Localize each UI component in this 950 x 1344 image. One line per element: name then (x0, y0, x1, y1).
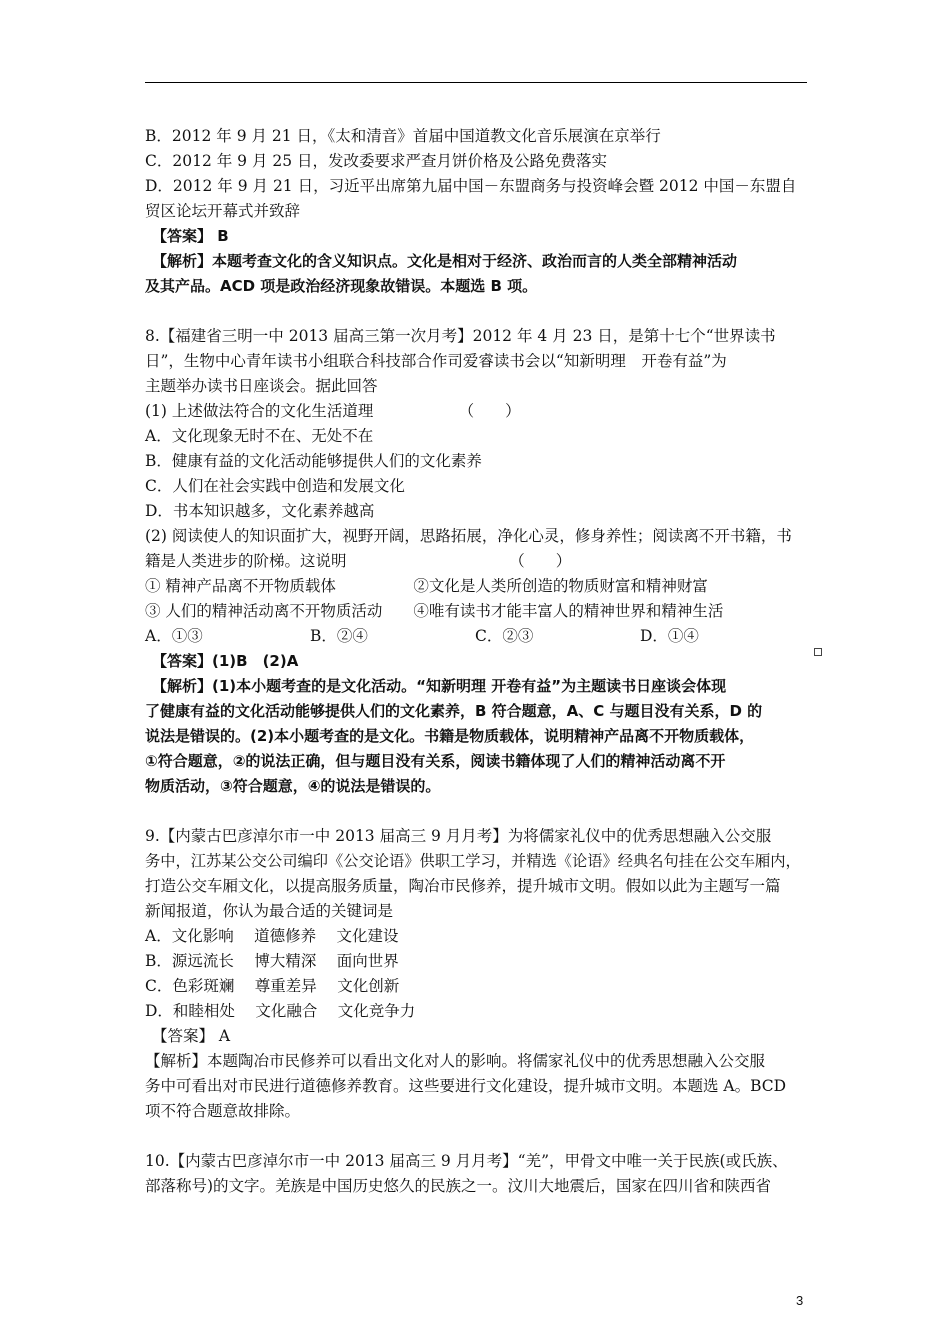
analysis-line: 务中可看出对市民进行道德修养教育。这些要进行文化建设，提升城市文明。本题选 A。BCD (145, 1077, 787, 1095)
answer-line: 【答案】(1)B (2)A (152, 652, 299, 670)
option-line: A．文化现象无时不在、无处不在 (145, 427, 374, 445)
analysis-line: 物质活动，③符合题意，④的说法是错误的。 (145, 777, 441, 795)
question-line: 打造公交车厢文化，以提高服务质量，陶冶市民修养，提升城市文明。假如以此为主题写一篇 (145, 877, 781, 895)
question-line: 日”，生物中心青年读书小组联合科技部合作司爱睿读书会以“知新明理 开卷有益”为 (145, 352, 727, 370)
question-line: 部落称号)的文字。羌族是中国历史悠久的民族之一。汶川大地震后，国家在四川省和陕西省 (145, 1177, 772, 1195)
question-line: 新闻报道，你认为最合适的关键词是 (145, 902, 394, 920)
page-number: 3 (796, 1293, 804, 1308)
analysis-line: 【解析】本题陶冶市民修养可以看出文化对人的影响。将儒家礼仪中的优秀思想融入公交服 (145, 1052, 766, 1070)
analysis-line: 【解析】(1)本小题考查的是文化活动。“知新明理 开卷有益”为主题读书日座谈会体现 (152, 677, 727, 695)
choice-d: D．①④ (640, 627, 699, 645)
small-square-mark (814, 648, 822, 656)
text-line: D．2012 年 9 月 21 日，习近平出席第九届中国－东盟商务与投资峰会暨 2012 中国－东盟自 (145, 177, 797, 195)
option-line: ③ 人们的精神活动离不开物质活动 ④唯有读书才能丰富人的精神世界和精神生活 (145, 602, 724, 620)
text-line: 贸区论坛开幕式并致辞 (145, 202, 301, 220)
answer-line: 【答案】 B (152, 227, 229, 245)
choice-c: C．②③ (475, 627, 534, 645)
question-line: 8.【福建省三明一中 2013 届高三第一次月考】2012 年 4 月 23 日，是第十七个“世界读书 (145, 327, 776, 345)
option-line: C．色彩斑斓 尊重差异 文化创新 (145, 977, 400, 995)
question-line: 主题举办读书日座谈会。据此回答 (145, 377, 378, 395)
choice-a: A．①③ (145, 627, 203, 645)
analysis-line: 了健康有益的文化活动能够提供人们的文化素养，B 符合题意，A、C 与题目没有关系，D 的 (145, 702, 763, 720)
analysis-line: 及其产品。ACD 项是政治经济现象故错误。本题选 B 项。 (145, 277, 538, 295)
question-line: 10.【内蒙古巴彦淖尔市一中 2013 届高三 9 月月考】“羌”，甲骨文中唯一关于民族(或氏族、 (145, 1152, 788, 1170)
question-line: 务中，江苏某公交公司编印《公交论语》供职工学习，并精选《论语》经典名句挂在公交车厢内， (145, 852, 801, 870)
option-line: D．书本知识越多，文化素养越高 (145, 502, 375, 520)
option-line: D．和睦相处 文化融合 文化竞争力 (145, 1002, 416, 1020)
option-line: A．文化影响 道德修养 文化建设 (145, 927, 399, 945)
option-line: C．人们在社会实践中创造和发展文化 (145, 477, 405, 495)
text-line: B．2012 年 9 月 21 日，《太和清音》首届中国道教文化音乐展演在京举行 (145, 127, 661, 145)
answer-line: 【答案】 A (152, 1027, 231, 1045)
option-line: ① 精神产品离不开物质载体 ②文化是人类所创造的物质财富和精神财富 (145, 577, 708, 595)
analysis-line: 说法是错误的。(2)本小题考查的是文化。书籍是物质载体，说明精神产品离不开物质载体， (145, 727, 755, 745)
question-line: 籍是人类进步的阶梯。这说明 （ ） (145, 552, 572, 570)
choice-b: B．②④ (310, 627, 368, 645)
option-line: B．源远流长 博大精深 面向世界 (145, 952, 399, 970)
text-line: C．2012 年 9 月 25 日，发改委要求严查月饼价格及公路免费落实 (145, 152, 608, 170)
question-line: (2) 阅读使人的知识面扩大，视野开阔，思路拓展，净化心灵，修身养性；阅读离不开书籍，书 (145, 527, 792, 545)
question-line: 9.【内蒙古巴彦淖尔市一中 2013 届高三 9 月月考】为将儒家礼仪中的优秀思想融入公交服 (145, 827, 772, 845)
analysis-line: 【解析】本题考查文化的含义知识点。文化是相对于经济、政治而言的人类全部精神活动 (152, 252, 738, 270)
analysis-line: ①符合题意，②的说法正确，但与题目没有关系，阅读书籍体现了人们的精神活动离不开 (145, 752, 726, 770)
analysis-line: 项不符合题意故排除。 (145, 1102, 301, 1120)
option-line: B．健康有益的文化活动能够提供人们的文化素养 (145, 452, 482, 470)
choice-row (145, 624, 699, 648)
header-rule (145, 82, 807, 83)
question-line: (1) 上述做法符合的文化生活道理 （ ） (145, 402, 521, 420)
